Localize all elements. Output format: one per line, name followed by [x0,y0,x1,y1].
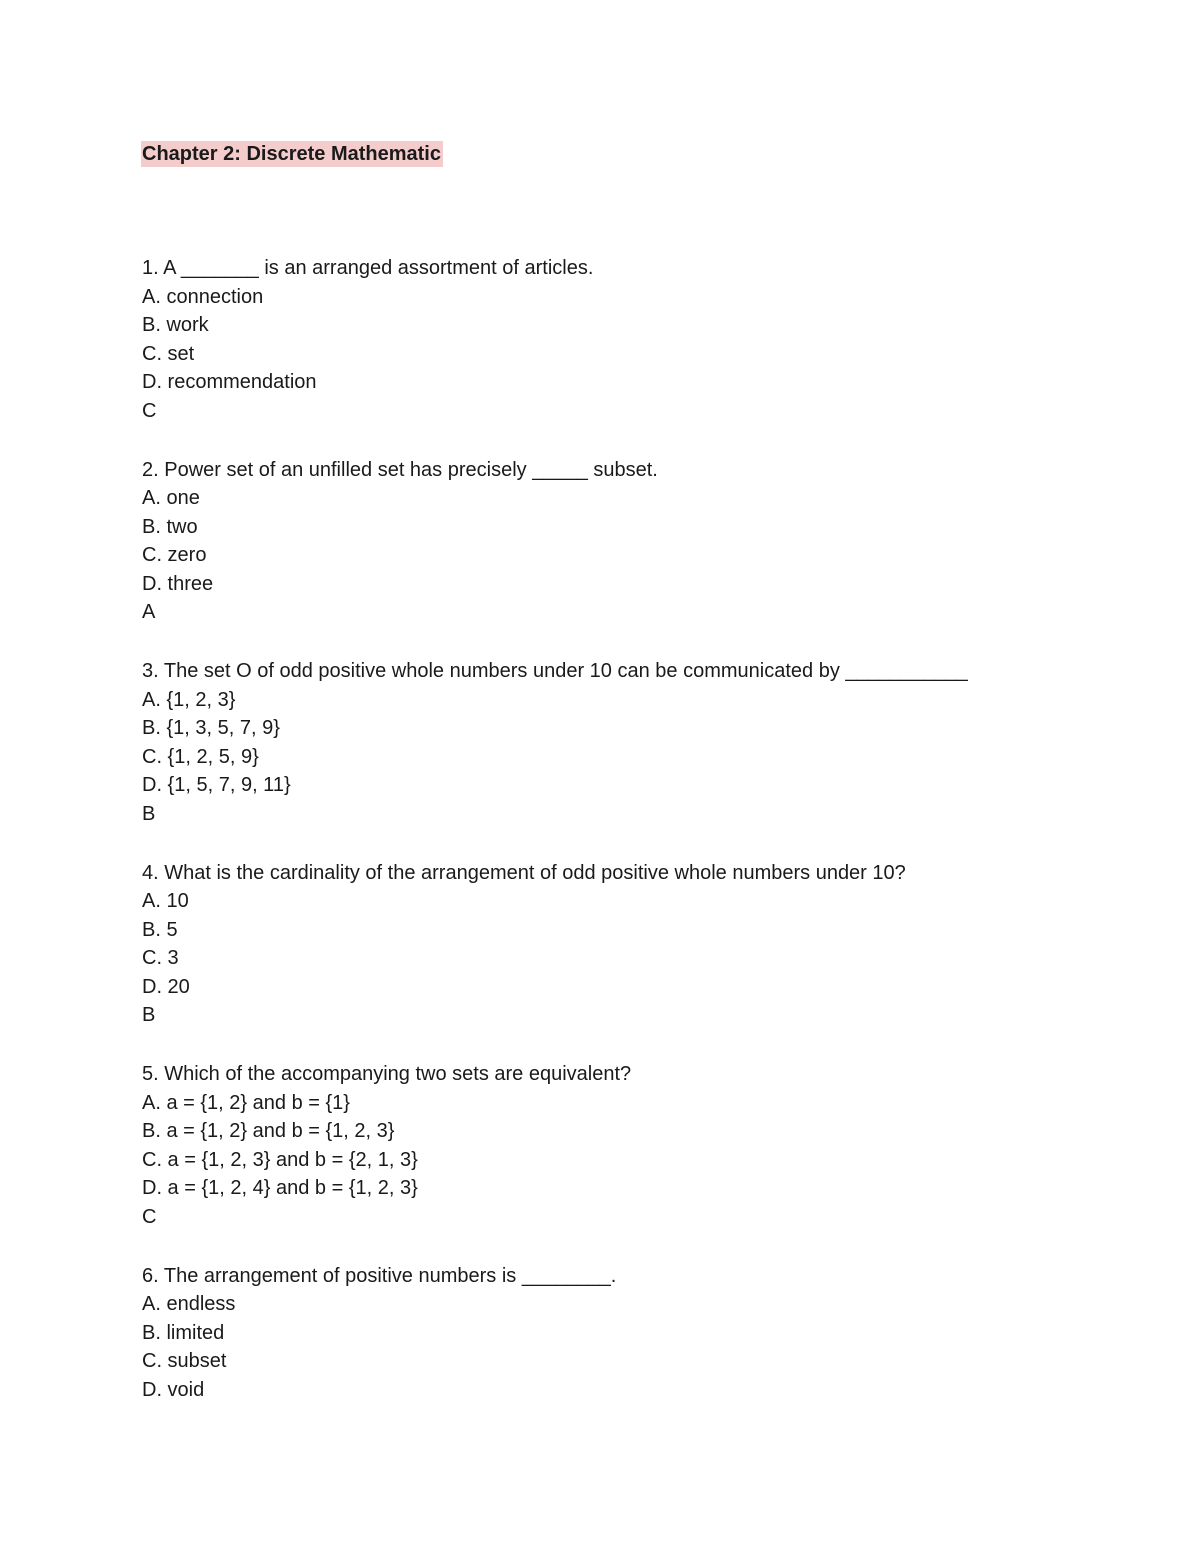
option-d: D. recommendation [142,371,317,393]
question-text: 6. The arrangement of positive numbers is ________. [142,1264,617,1287]
option-d: D. void [142,1378,205,1401]
chapter-title: Chapter 2: Discrete Mathematic [142,143,441,165]
question-5 [142,1060,1142,1231]
option-b: B. {1, 3, 5, 7, 9} [142,717,280,739]
question-6 [142,1262,1142,1405]
question-4 [142,859,1142,1030]
option-c: C. subset [142,1350,227,1372]
option-b: B. work [142,314,209,336]
option-d: D. 20 [142,975,190,998]
option-a: A. a = {1, 2} and b = {1} [142,1091,350,1114]
question-text: 5. Which of the accompanying two sets are equivalent? [142,1063,632,1085]
question-3 [142,657,1142,828]
option-b: B. limited [142,1321,225,1344]
answer: B [142,1004,156,1026]
option-b: B. 5 [142,918,178,941]
option-c: C. {1, 2, 5, 9} [142,745,259,768]
question-text: 1. A _______ is an arranged assortment of articles. [142,257,594,279]
question-2 [142,456,1142,627]
answer: A [142,601,156,623]
answer: B [142,802,156,825]
option-c: C. 3 [142,947,179,969]
option-d: D. a = {1, 2, 4} and b = {1, 2, 3} [142,1177,418,1199]
question-list [142,254,1142,1435]
answer: C [142,399,157,422]
option-a: A. endless [142,1293,236,1315]
question-text: 3. The set O of odd positive whole numbers under 10 can be communicated by ___________ [142,660,968,682]
answer: C [142,1205,157,1228]
option-c: C. a = {1, 2, 3} and b = {2, 1, 3} [142,1148,418,1171]
option-b: B. two [142,515,198,538]
question-text: 2. Power set of an unfilled set has precisely _____ subset. [142,458,658,481]
option-d: D. three [142,572,214,595]
option-c: C. zero [142,544,207,566]
option-b: B. a = {1, 2} and b = {1, 2, 3} [142,1120,395,1142]
option-a: A. connection [142,285,264,308]
question-1 [142,254,1142,425]
option-a: A. {1, 2, 3} [142,688,236,711]
option-d: D. {1, 5, 7, 9, 11} [142,774,291,796]
question-text: 4. What is the cardinality of the arrangement of odd positive whole numbers under 10? [142,861,906,884]
option-a: A. one [142,487,200,509]
option-a: A. 10 [142,890,189,912]
option-c: C. set [142,342,195,365]
